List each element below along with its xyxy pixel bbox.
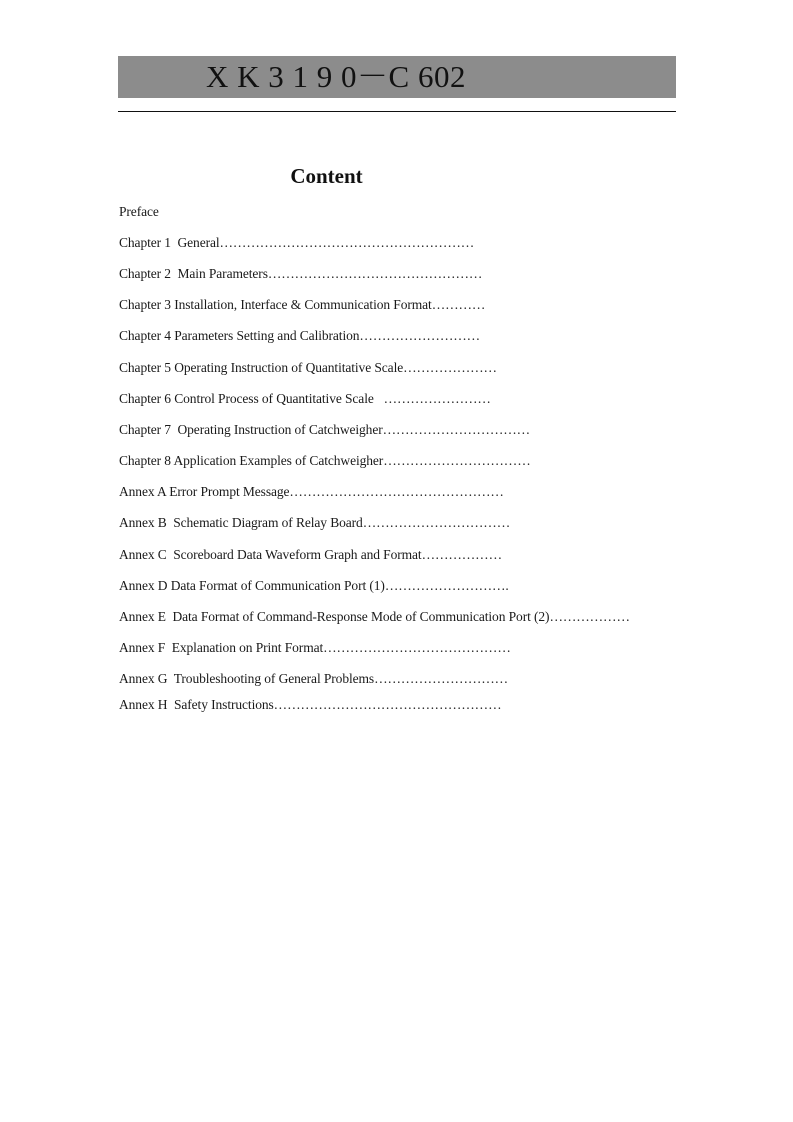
toc-entry-annex-f: Annex F Explanation on Print Format…………………………………… (119, 640, 511, 655)
toc-entry-chapter-5: Chapter 5 Operating Instruction of Quantitative Scale………………… (119, 360, 497, 375)
toc-entry-chapter-6: Chapter 6 Control Process of Quantitative Scale …………………… (119, 391, 491, 406)
toc-entry-preface: Preface (119, 204, 159, 219)
header-divider (118, 111, 676, 112)
toc-entry-annex-g: Annex G Troubleshooting of General Problems………………………… (119, 671, 509, 686)
toc-entry-annex-e: Annex E Data Format of Command-Response Mode of Communication Port (2)……………… (119, 609, 630, 624)
header-band (118, 56, 676, 98)
toc-entry-chapter-1: Chapter 1 General………………………………………………… (119, 235, 475, 250)
toc-entry-annex-d: Annex D Data Format of Communication Port (1)………………………. (119, 578, 509, 593)
toc-entry-annex-c: Annex C Scoreboard Data Waveform Graph and Format……………… (119, 547, 502, 562)
document-model-title: X K 3 1 9 0－C 602 (206, 59, 466, 94)
content-heading: Content (290, 164, 363, 188)
toc-entry-annex-h: Annex H Safety Instructions…………………………………………… (119, 697, 502, 712)
toc-entry-annex-a: Annex A Error Prompt Message………………………………………… (119, 484, 504, 499)
toc-entry-chapter-2: Chapter 2 Main Parameters………………………………………… (119, 266, 483, 281)
toc-entry-chapter-4: Chapter 4 Parameters Setting and Calibration……………………… (119, 328, 481, 343)
toc-entry-chapter-3: Chapter 3 Installation, Interface & Communication Format………… (119, 297, 486, 312)
toc-entry-annex-b: Annex B Schematic Diagram of Relay Board…………………………… (119, 515, 511, 530)
toc-entry-chapter-7: Chapter 7 Operating Instruction of Catchweigher…………………………… (119, 422, 531, 437)
toc-entry-chapter-8: Chapter 8 Application Examples of Catchweigher…………………………… (119, 453, 531, 468)
